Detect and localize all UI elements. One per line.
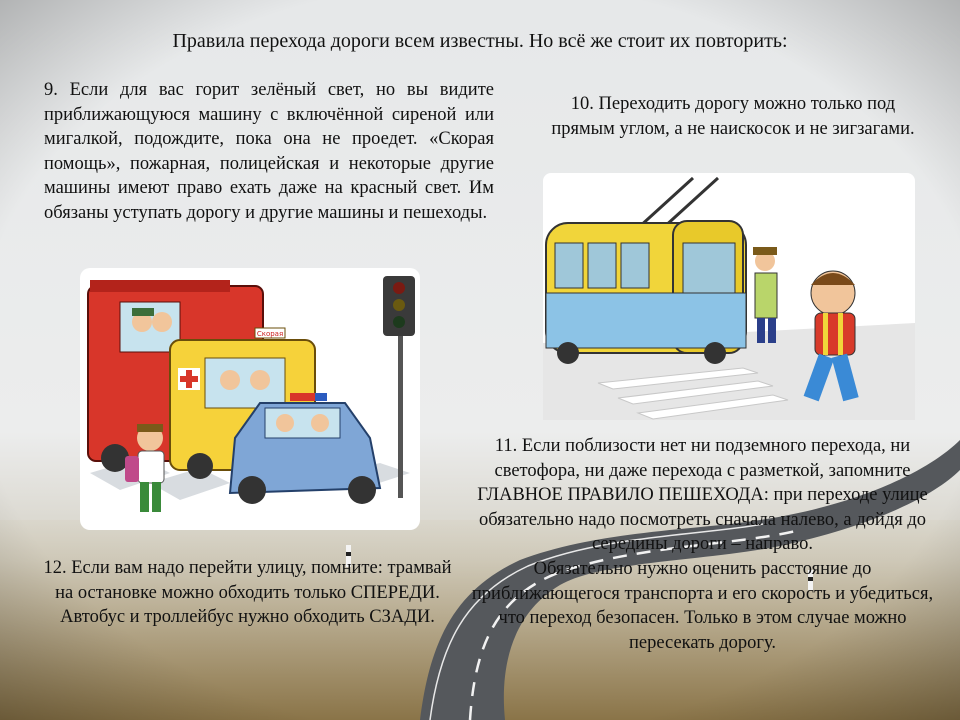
rule-9-text: 9. Если для вас горит зелёный свет, но вы видите приближающуюся машину с включённой сиреной или мигалкой, подождите, пока она не проедет. «Скорая помощь», пожарная, полицейская и некоторые другие машины имеют право ехать даже на красный свет. Им обязаны уступать дорогу и другие машины и пешеходы.: [44, 80, 494, 223]
rule-10-text: 10. Переходить дорогу можно только под прямым углом, а не наискосок и не зигзагами.: [551, 94, 915, 139]
slide-title: Правила перехода дороги всем известны. Но всё же стоит их повторить:: [172, 30, 788, 52]
trolleybus-illustration: [543, 173, 915, 420]
ambulance-sign: Скорая: [256, 330, 284, 338]
emergency-vehicles-illustration: [80, 268, 420, 530]
rule-11-part1: 11. Если поблизости нет ни подземного перехода, ни светофора, ни даже перехода с разметкой, запомните ГЛАВНОЕ ПРАВИЛО ПЕШЕХОДА: при переходе улице обязательно надо посмотреть сначала налево, а дойдя до середины дороги – направо.: [477, 436, 928, 555]
rule-11-part2: Обязательно нужно оценить расстояние до приближающегося транспорта и его скорость и убедиться, что переход безопасен. Только в этом случае можно пересекать дорогу.: [471, 558, 934, 653]
rule-12-text: 12. Если вам надо перейти улицу, помните: трамвай на остановке можно обходить только СПЕРЕДИ. Автобус и троллейбус нужно обходить СЗАДИ.: [43, 558, 452, 628]
rule-11-text: [465, 434, 940, 655]
